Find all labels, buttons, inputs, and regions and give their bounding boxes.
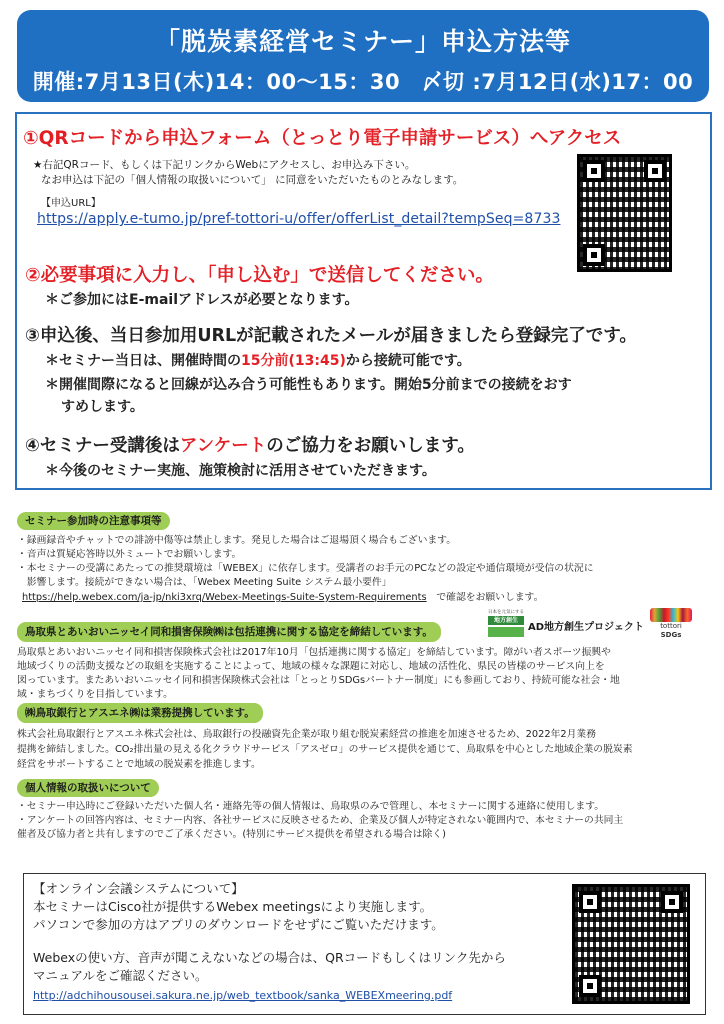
online-line-2: パソコンで参加の方はアプリのダウンロードをせずにご覧いただけます。 <box>33 917 444 932</box>
survey-highlight: アンケート <box>179 436 267 456</box>
online-line-4: マニュアルをご確認ください。 <box>33 968 208 983</box>
agreement-section-label: 鳥取県とあいおいニッセイ同和損害保険㈱は包括連携に関する協定を締結しています。 <box>17 622 441 642</box>
step3-note-2-cont: すめします。 <box>61 399 144 415</box>
connect-time-highlight: 15分前(13:45) <box>241 353 346 369</box>
agreement-line-2: 地域づくりの活動支援などの取組を実施することによって、地域の様々な課題に対応し、地域の活性化、県民の皆様のサービス向上を <box>17 661 605 672</box>
step2-note: ＊ご参加にはE-mailアドレスが必要となります。 <box>45 292 359 308</box>
webex-requirements-link[interactable]: https://help.webex.com/ja-jp/nki3xrq/Webex-Meetings-Suite-System-Requirements <box>22 592 427 603</box>
tottori-sdgs-logo: tottori SDGs <box>650 608 692 642</box>
header-banner <box>17 10 709 102</box>
webex-manual-link[interactable]: http://adchihousousei.sakura.ne.jp/web_textbook/sanka_WEBEXmeering.pdf <box>33 989 453 1002</box>
notice-line-3: ・本セミナーの受講にあたっての推奨環境は「WEBEX」に依存します。受講者のお手元のPCなどの設定や通信環境が受信の状況に <box>17 563 594 574</box>
step1-title: ①QRコードから申込フォーム（とっとり電子申請サービス）へアクセス <box>23 128 622 149</box>
step1-note-2: なお申込は下記の「個人情報の取扱いについて」 に同意をいただいたものとみなします。 <box>41 174 464 186</box>
application-url-link[interactable]: https://apply.e-tumo.jp/pref-tottori-u/offer/offerList_detail?tempSeq=8733 <box>37 211 561 227</box>
online-line-1: 本セミナーはCisco社が提供するWebex meetingsにより実施します。 <box>33 899 433 914</box>
bank-line-1: 株式会社鳥取銀行とアスエネ株式会社は、鳥取銀行の投融資先企業が取り組む脱炭素経営の推進を加速させるため、2022年2月業務 <box>17 729 597 740</box>
notice-line-2: ・音声は質疑応答時以外ミュートでお願いします。 <box>17 549 242 560</box>
step1-note-1: ★右記QRコード、もしくは下記リンクからWebにアクセスし、お申込み下さい。 <box>33 159 416 171</box>
step3-note-1: ＊セミナー当日は、開催時間の15分前(13:45)から接続可能です。 <box>45 353 471 369</box>
step2-title: ②必要事項に入力し、「申し込む」で送信してください。 <box>25 265 494 286</box>
privacy-line-2: ・アンケートの回答内容は、セミナー内容、各社サービスに反映させるため、企業及び個人が特定されない範囲内で、本セミナーの共同主 <box>17 815 624 826</box>
event-date-line: 開催:7月13日(木)14：00～15：30 〆切 :7月12日(水)17：00 <box>32 70 694 94</box>
notice-line-1: ・録画録音やチャットでの誹謗中傷等は禁止します。発見した場合はご退場頂く場合もございます。 <box>17 535 456 546</box>
online-meeting-info-box <box>23 873 706 1015</box>
step4-note: ＊今後のセミナー実施、施策検討に活用させていただきます。 <box>45 463 436 479</box>
notice-section-label: セミナー参加時の注意事項等 <box>17 512 170 530</box>
chihou-sousei-logo: 日本を元気にする 地方創生 <box>488 610 524 638</box>
agreement-line-3: 図っています。またあいおいニッセイ同和損害保険株式会社は「とっとりSDGsパートナー制度」にも参画しており、持続可能な社会・地 <box>17 675 620 686</box>
notice-line-4: 影響します。接続ができない場合は、「Webex Meeting Suite システム最小要件」 <box>17 577 392 588</box>
notice-line-5: https://help.webex.com/ja-jp/nki3xrq/Webex-Meetings-Suite-System-Requirements で確認をお願いします。 <box>22 592 544 603</box>
application-url-label: 【申込URL】 <box>41 198 101 209</box>
webex-manual-qr-code[interactable] <box>572 884 690 1004</box>
application-steps-box <box>15 112 712 490</box>
online-line-3: Webexの使い方、音声が聞こえないなどの場合は、QRコードもしくはリンク先から <box>33 950 506 965</box>
step3-title: ③申込後、当日参加用URLが記載されたメールが届きましたら登録完了です。 <box>25 326 637 346</box>
ad-project-logo: AD地方創生プロジェクト <box>528 622 644 633</box>
privacy-line-1: ・セミナー申込時にご登録いただいた個人名・連絡先等の個人情報は、鳥取県のみで管理し、本セミナーに関する連絡に使用します。 <box>17 801 605 812</box>
bank-section-label: ㈱鳥取銀行とアスエネ㈱は業務提携しています。 <box>17 703 263 723</box>
online-heading: 【オンライン会議システムについて】 <box>33 881 244 896</box>
application-qr-code[interactable] <box>577 154 672 272</box>
agreement-line-1: 鳥取県とあいおいニッセイ同和損害保険株式会社は2017年10月「包括連携に関する協定」を締結しています。障がい者スポーツ振興や <box>17 647 611 658</box>
step3-note-2: ＊開催間際になると回線が込み合う可能性もあります。開始5分前までの接続をおす <box>45 377 572 393</box>
bank-line-3: 経営をサポートすることで地域の脱炭素を推進します。 <box>17 759 261 770</box>
page-title: 「脱炭素経営セミナー」申込方法等 <box>154 27 571 56</box>
step4-title: ④セミナー受講後はアンケートのご協力をお願いします。 <box>25 436 475 456</box>
privacy-section-label: 個人情報の取扱いについて <box>17 779 159 797</box>
agreement-line-4: 域・まちづくりを目指しています。 <box>17 689 173 700</box>
privacy-line-3: 催者及び協力者と共有しますのでご了承ください。(特別にサービス提供を希望される場合は除く) <box>17 829 446 840</box>
bank-line-2: 提携を締結しました。CO₂排出量の見える化クラウドサービス「アスゼロ」のサービス提供を通じて、鳥取県を中心とした地域企業の脱炭素 <box>17 744 633 755</box>
